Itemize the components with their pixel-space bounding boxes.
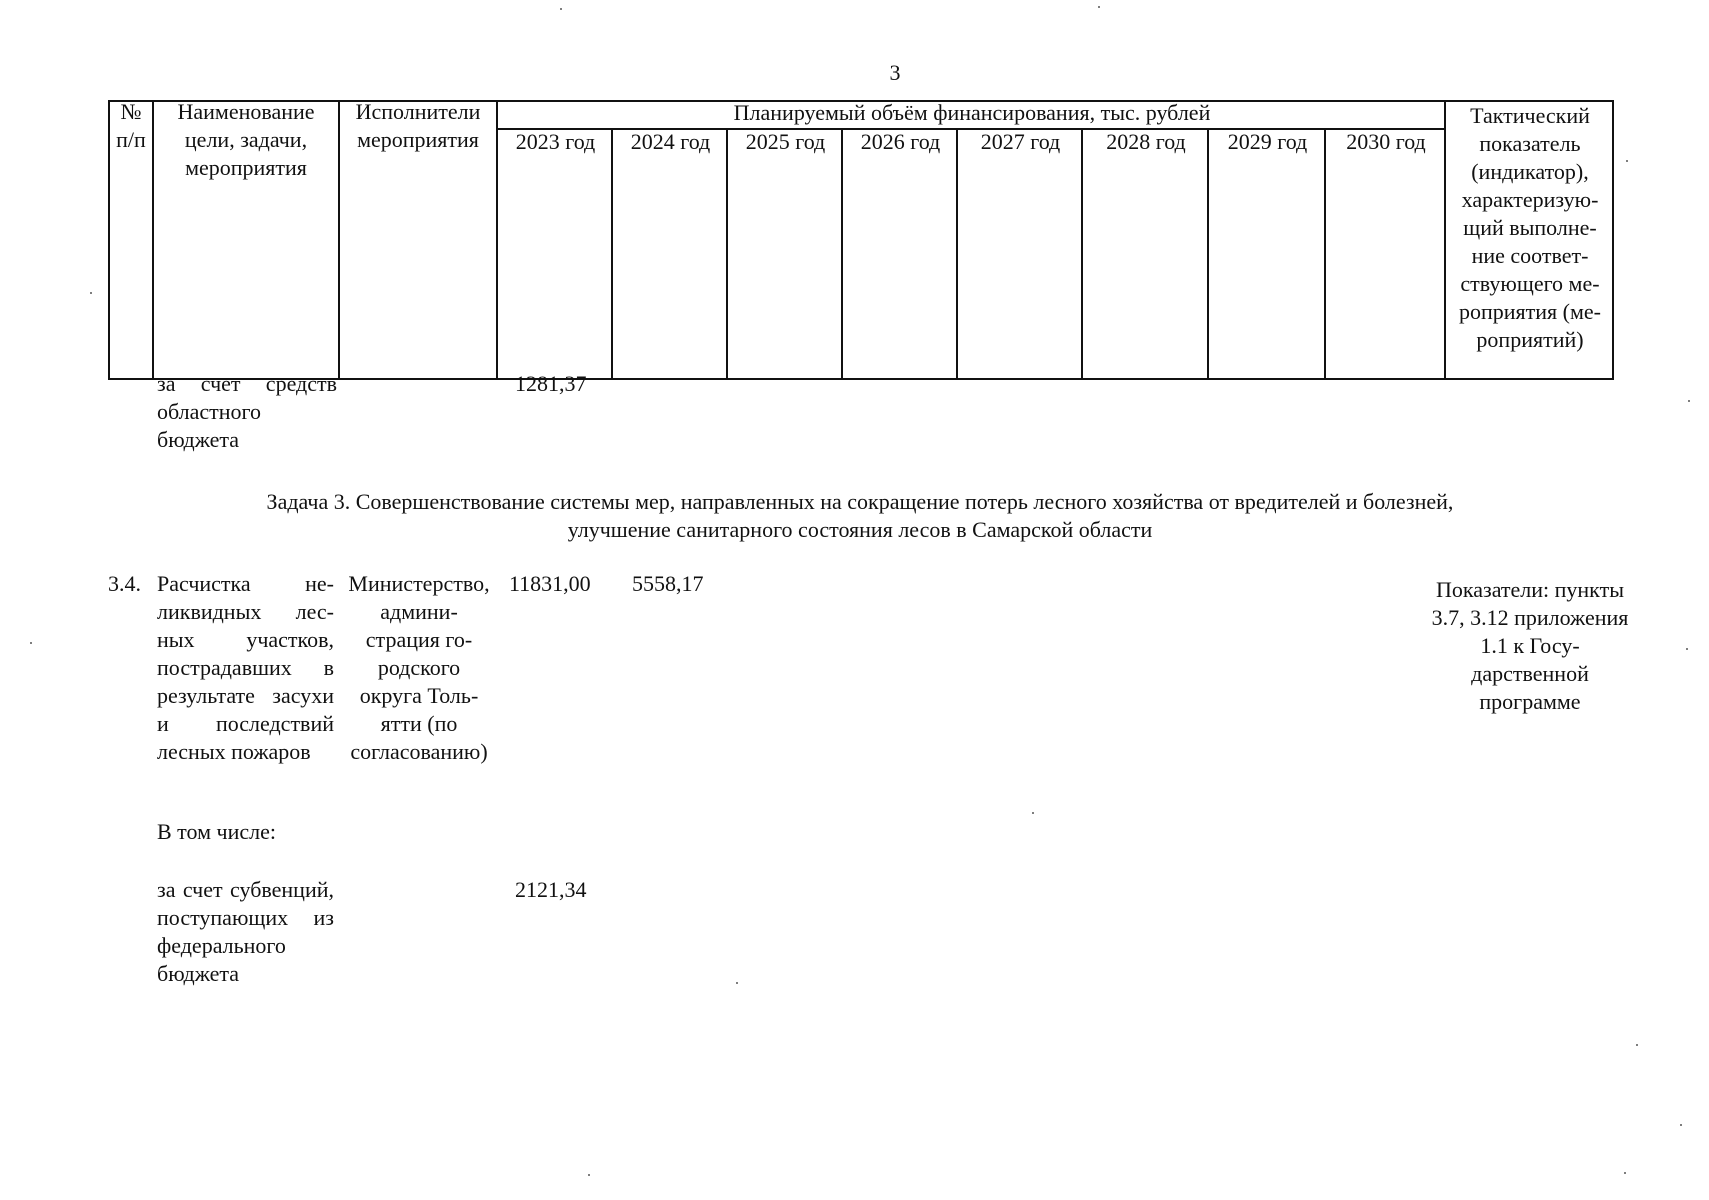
scan-speck: [1032, 812, 1034, 814]
col-divider: [1444, 100, 1446, 380]
scan-speck: [1624, 1172, 1626, 1174]
header-year-2027: 2027 год: [980, 129, 1061, 154]
col-divider: [496, 100, 498, 380]
col-divider: [152, 100, 154, 380]
funding-table-header: [108, 100, 1614, 380]
header-col-indicator: Тактический показатель (индикатор), характеризую-щий выполне-ние соответ-ствующего ме-роприятия (ме-роприятий): [1458, 103, 1601, 352]
row-34-indicator: Показатели: пункты 3.7, 3.12 приложения 1.1 к Государственной программе: [1431, 577, 1629, 714]
col-divider: [956, 128, 958, 380]
header-year-2026: 2026 год: [860, 129, 941, 154]
row-federal-label: за счет субвенций, поступающих из федерального бюджета: [157, 877, 334, 986]
header-col-number: № п/п: [116, 99, 146, 152]
scan-speck: [90, 292, 92, 294]
scan-speck: [1098, 6, 1100, 8]
scan-speck: [30, 642, 32, 644]
scan-speck: [1680, 1124, 1682, 1126]
col-divider: [1324, 128, 1326, 380]
header-year-2024: 2024 год: [630, 129, 711, 154]
scan-speck: [1688, 400, 1690, 402]
col-divider: [726, 128, 728, 380]
row-regional-label: за счет средств областного бюджета: [157, 371, 337, 452]
col-divider: [841, 128, 843, 380]
col-divider: [1081, 128, 1083, 380]
header-year-2023: 2023 год: [515, 129, 596, 154]
row-34-value-2024: 5558,17: [632, 571, 704, 596]
page-number: 3: [889, 60, 901, 85]
row-34-number: 3.4.: [108, 571, 141, 596]
header-year-2029: 2029 год: [1227, 129, 1308, 154]
including-label: В том числе:: [157, 819, 276, 844]
header-col-name: Наименование цели, задачи, мероприятия: [177, 99, 315, 180]
header-year-2028: 2028 год: [1106, 129, 1186, 154]
scan-speck: [560, 8, 562, 10]
scan-speck: [588, 1174, 590, 1176]
table-border-right: [1612, 100, 1614, 380]
scan-speck: [736, 982, 738, 984]
header-col-executors: Исполнители мероприятия: [355, 99, 481, 152]
header-col-funding: Планируемый объём финансирования, тыс. рублей: [733, 100, 1211, 125]
task3-title-line1: Задача 3. Совершенствование системы мер, направленных на сокращение потерь лесного хозяйства от вредителей и болезней,: [266, 489, 1454, 514]
row-34-value-2023: 11831,00: [509, 571, 591, 596]
col-divider: [611, 128, 613, 380]
row-34-name: Расчистка неликвидных лесных участков, пострадавших в результате засухи и последствий лесных пожаров: [157, 571, 334, 764]
col-divider: [1207, 128, 1209, 380]
task3-title-line2: улучшение санитарного состояния лесов в Самарской области: [567, 517, 1153, 542]
scan-speck: [1626, 160, 1628, 162]
scan-speck: [1686, 648, 1688, 650]
header-year-2025: 2025 год: [745, 129, 826, 154]
col-divider: [338, 100, 340, 380]
scan-speck: [1636, 1044, 1638, 1046]
header-year-2030: 2030 год: [1346, 129, 1426, 154]
row-34-executors: Министерство, администрация городского округа Тольятти (по согласованию): [348, 571, 490, 764]
row-federal-value-2023: 2121,34: [515, 877, 587, 902]
task3-heading: [160, 488, 1560, 544]
row-regional-value-2023: 1281,37: [515, 371, 587, 396]
